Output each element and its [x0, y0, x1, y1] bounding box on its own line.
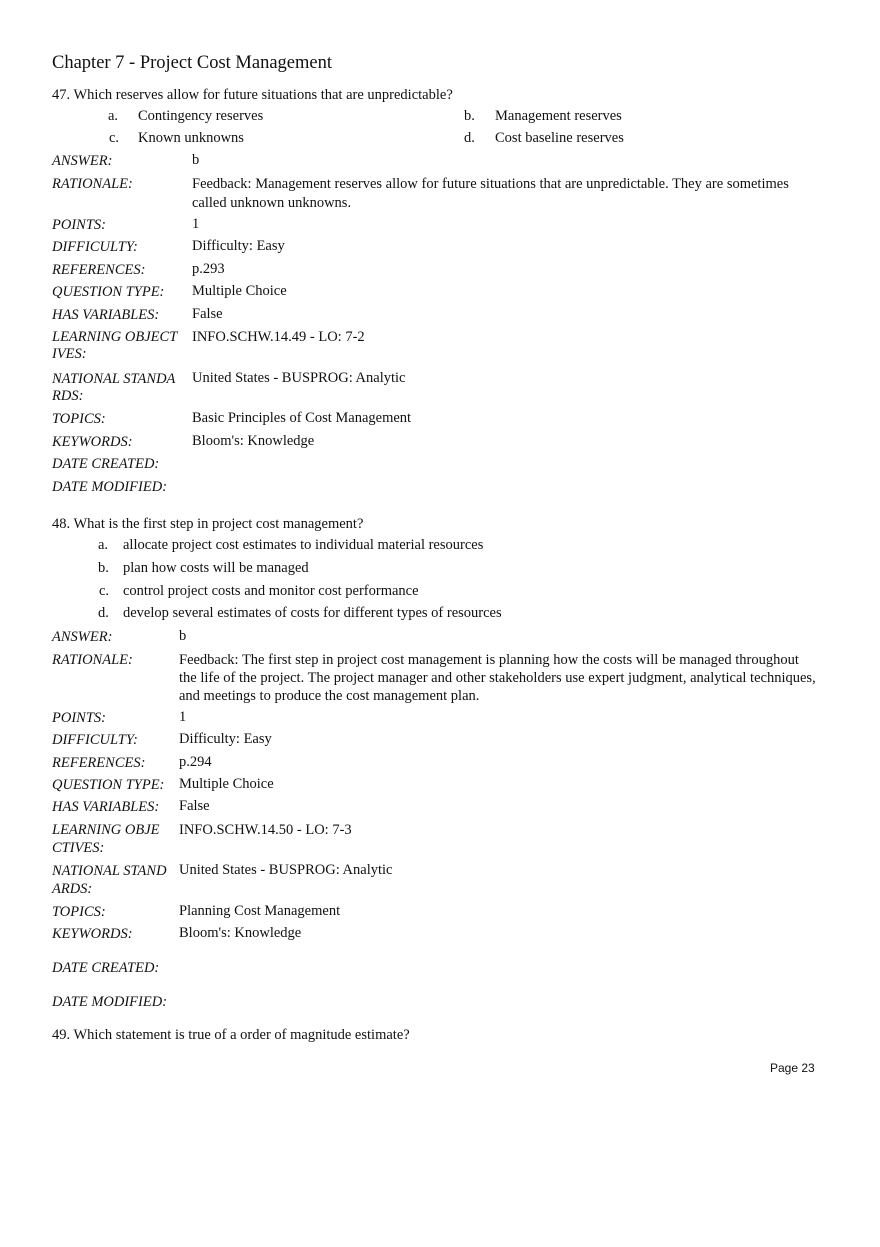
q47-learning-objectives-value: INFO.SCHW.14.49 - LO: 7-2 [192, 329, 365, 345]
q47-learning-objectives-label-line2: IVES: [52, 346, 87, 362]
q47-national-standards-label-line2: RDS: [52, 388, 84, 404]
q48-option-a-letter: a. [98, 537, 109, 553]
q47-date-modified-label: DATE MODIFIED: [52, 479, 168, 495]
q48-references-value: p.294 [179, 754, 212, 770]
q48-date-modified-label: DATE MODIFIED: [52, 994, 168, 1010]
q48-question-type-value: Multiple Choice [179, 776, 274, 792]
chapter-title: Chapter 7 - Project Cost Management [52, 53, 333, 73]
question-47-text: 47. Which reserves allow for future situations that are unpredictable? [52, 87, 453, 103]
q47-topics-label: TOPICS: [52, 411, 106, 427]
q48-answer-value: b [179, 628, 187, 644]
q48-has-variables-label: HAS VARIABLES: [52, 799, 160, 815]
page-number: Page 23 [770, 1061, 815, 1075]
q48-question-type-label: QUESTION TYPE: [52, 777, 165, 793]
q48-points-label: POINTS: [52, 710, 106, 726]
q47-answer-value: b [192, 152, 200, 168]
q48-date-created-label: DATE CREATED: [52, 960, 160, 976]
q48-national-standards-value: United States - BUSPROG: Analytic [179, 862, 393, 878]
q48-option-d: develop several estimates of costs for different types of resources [123, 605, 502, 621]
q47-difficulty-value: Difficulty: Easy [192, 238, 285, 254]
q48-option-c-letter: c. [99, 583, 110, 599]
q47-option-a: Contingency reserves [138, 108, 264, 124]
q47-national-standards-label-line1: NATIONAL STANDA [52, 371, 176, 387]
q47-option-a-letter: a. [108, 108, 119, 124]
q48-rationale-label: RATIONALE: [52, 652, 133, 668]
q47-option-d: Cost baseline reserves [495, 130, 624, 146]
q47-learning-objectives-label-line1: LEARNING OBJECT [52, 329, 178, 345]
q47-option-c: Known unknowns [138, 130, 244, 146]
q48-national-standards-label-line2: ARDS: [52, 881, 93, 897]
q48-answer-label: ANSWER: [52, 629, 113, 645]
q47-rationale-label: RATIONALE: [52, 176, 133, 192]
q47-keywords-value: Bloom's: Knowledge [192, 433, 315, 449]
q47-question-type-value: Multiple Choice [192, 283, 287, 299]
q48-points-value: 1 [179, 709, 187, 725]
q47-national-standards-value: United States - BUSPROG: Analytic [192, 370, 406, 386]
q48-learning-objectives-label-line1: LEARNING OBJE [52, 822, 160, 838]
q48-option-a: allocate project cost estimates to individual material resources [123, 537, 484, 553]
q48-topics-value: Planning Cost Management [179, 903, 341, 919]
question-49-text: 49. Which statement is true of a order of magnitude estimate? [52, 1027, 410, 1043]
question-48-text: 48. What is the first step in project cost management? [52, 516, 364, 532]
q47-option-b-letter: b. [464, 108, 475, 124]
q48-national-standards-label-line1: NATIONAL STAND [52, 863, 167, 879]
q47-option-b: Management reserves [495, 108, 622, 124]
q47-has-variables-label: HAS VARIABLES: [52, 307, 160, 323]
q47-option-d-letter: d. [464, 130, 475, 146]
q48-learning-objectives-value: INFO.SCHW.14.50 - LO: 7-3 [179, 822, 352, 838]
q47-rationale-value: Feedback: Management reserves allow for future situations that are unpredictable. They are sometimes called unknown unknowns. [192, 176, 789, 211]
q47-has-variables-value: False [192, 306, 223, 322]
q48-option-c: control project costs and monitor cost performance [123, 583, 419, 599]
q47-difficulty-label: DIFFICULTY: [52, 239, 138, 255]
q48-difficulty-label: DIFFICULTY: [52, 732, 138, 748]
q47-date-created-label: DATE CREATED: [52, 456, 160, 472]
q47-option-c-letter: c. [109, 130, 120, 146]
q47-answer-label: ANSWER: [52, 153, 113, 169]
q47-topics-value: Basic Principles of Cost Management [192, 410, 412, 426]
q47-references-label: REFERENCES: [52, 262, 146, 278]
q48-difficulty-value: Difficulty: Easy [179, 731, 272, 747]
q47-question-type-label: QUESTION TYPE: [52, 284, 165, 300]
q47-references-value: p.293 [192, 261, 225, 277]
q47-keywords-label: KEYWORDS: [52, 434, 133, 450]
q48-topics-label: TOPICS: [52, 904, 106, 920]
q48-references-label: REFERENCES: [52, 755, 146, 771]
q48-rationale-value: Feedback: The first step in project cost management is planning how the costs will be managed throughout the life of the project. The project manager and other stakeholders use expert judgment, analytical techniques, and meetings to produce the cost management plan. [179, 652, 816, 704]
q48-keywords-label: KEYWORDS: [52, 926, 133, 942]
q47-points-label: POINTS: [52, 217, 106, 233]
q48-option-b: plan how costs will be managed [123, 560, 309, 576]
q48-learning-objectives-label-line2: CTIVES: [52, 840, 105, 856]
q48-option-d-letter: d. [98, 605, 109, 621]
q47-points-value: 1 [192, 216, 200, 232]
q48-has-variables-value: False [179, 798, 210, 814]
q48-option-b-letter: b. [98, 560, 109, 576]
q48-keywords-value: Bloom's: Knowledge [179, 925, 302, 941]
